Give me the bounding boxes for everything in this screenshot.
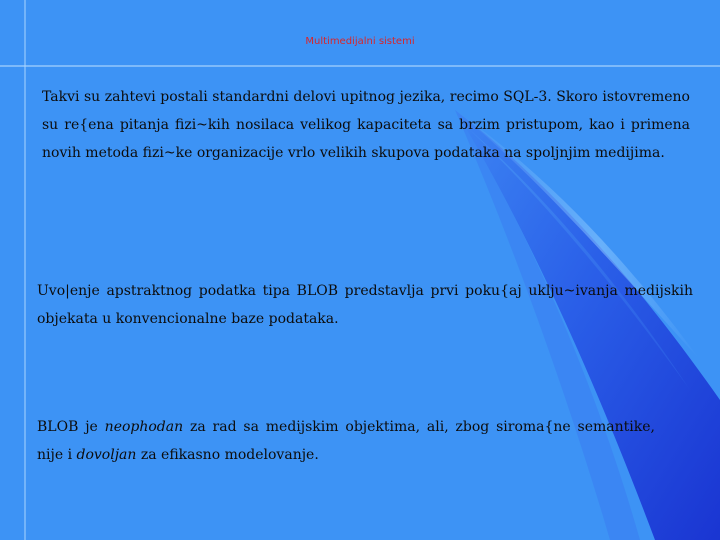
emphasis-neophodan: neophodan	[104, 419, 184, 435]
blob-text-part1: BLOB je	[37, 419, 105, 435]
blob-text-part3: za efikasno modelovanje.	[136, 447, 319, 463]
paragraph-blob-necessary	[37, 413, 655, 469]
emphasis-dovoljan: dovoljan	[76, 447, 137, 463]
paragraph-sql3: Takvi su zahtevi postali standardni delovi upitnog jezika, recimo SQL-3. Skoro istovremeno su re{ena pitanja fizi~kih nosilaca velikog kapaciteta sa brzim pristupom, kao i primena novih metoda fizi~ke organizacije vrlo velikih skupova podataka na spoljnjim medijima.	[42, 89, 690, 161]
slide-header-title: Multimedijalni sistemi	[305, 36, 415, 47]
paragraph-blob-intro: Uvo|enje apstraktnog podatka tipa BLOB predstavlja prvi poku{aj uklju~ivanja medijskih objekata u konvencionalne baze podataka.	[37, 283, 693, 327]
blob-text-part2: za rad sa medijskim objektima, ali, zbog siroma{ne semantike, nije i	[37, 419, 655, 463]
